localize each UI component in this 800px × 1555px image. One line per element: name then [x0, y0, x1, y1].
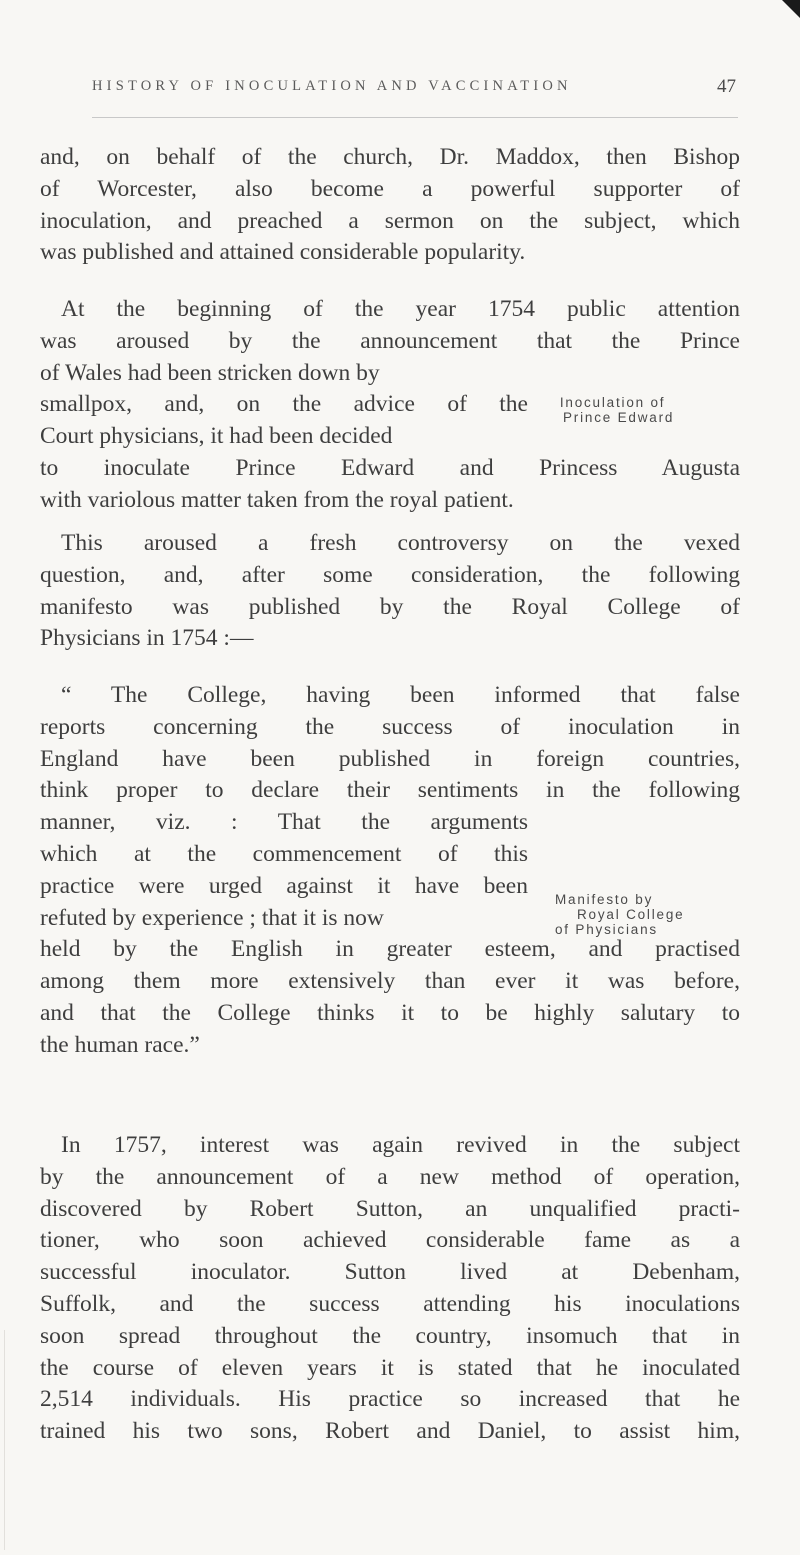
- margin-note-manifesto: [553, 892, 684, 937]
- text-line: tioner, who soon achieved considerable fame as a: [40, 1227, 740, 1254]
- text-line: the human race.”: [40, 1031, 200, 1058]
- margin-note-line: Inoculation of: [559, 395, 666, 410]
- paragraph-5: [40, 1130, 740, 1448]
- margin-note-line: Royal College: [577, 907, 685, 922]
- text-line: trained his two sons, Robert and Daniel, to assist him,: [40, 1418, 740, 1445]
- text-line: the course of eleven years it is stated that he inoculated: [40, 1354, 740, 1381]
- paragraph-4-quotation: [40, 680, 740, 1062]
- text-line: Court physicians, it had been decided: [40, 423, 393, 450]
- paragraph-3: [40, 528, 740, 655]
- text-line: think proper to declare their sentiments in the following: [40, 777, 740, 804]
- text-line: smallpox, and, on the advice of the: [40, 391, 528, 418]
- margin-note-line: of Physicians: [555, 922, 658, 937]
- text-line: and, on behalf of the church, Dr. Maddox, then Bishop: [40, 144, 740, 170]
- text-line: among them more extensively than ever it was before,: [40, 968, 740, 995]
- text-line: by the announcement of a new method of operation,: [40, 1163, 740, 1190]
- text-line: Physicians in 1754 :—: [40, 625, 254, 652]
- margin-note-prince-edward: [551, 395, 674, 425]
- text-line: discovered by Robert Sutton, an unqualified practi-: [40, 1195, 740, 1222]
- text-line: of Wales had been stricken down by: [40, 359, 380, 386]
- margin-note-line: Manifesto by: [555, 892, 654, 907]
- paragraph-1: [40, 142, 740, 269]
- running-title: HISTORY OF INOCULATION AND VACCINATION: [92, 78, 572, 94]
- margin-note-line: Prince Edward: [563, 410, 675, 425]
- text-line: This aroused a fresh controversy on the vexed: [61, 530, 740, 556]
- text-line: of Worcester, also become a powerful supporter of: [40, 175, 740, 202]
- text-line: successful inoculator. Sutton lived at Debenham,: [40, 1259, 740, 1286]
- text-line: was published and attained considerable popularity.: [40, 239, 526, 266]
- page-corner-fold: [782, 0, 800, 18]
- text-line: reports concerning the success of inoculation in: [40, 713, 740, 740]
- text-line: was aroused by the announcement that the Prince: [40, 327, 740, 354]
- text-line: to inoculate Prince Edward and Princess Augusta: [40, 454, 740, 481]
- text-line: practice were urged against it have been: [40, 872, 528, 899]
- text-line: and that the College thinks it to be highly salutary to: [40, 999, 740, 1026]
- running-head: [92, 78, 740, 102]
- page-edge-shadow: [4, 1330, 5, 1550]
- text-line: held by the English in greater esteem, and practised: [40, 936, 740, 963]
- text-line: refuted by experience ; that it is now: [40, 904, 384, 931]
- text-line: “ The College, having been informed that false: [61, 682, 740, 708]
- text-line: Suffolk, and the success attending his inoculations: [40, 1290, 740, 1317]
- text-line: In 1757, interest was again revived in the subject: [61, 1132, 740, 1158]
- text-line: manner, viz. : That the arguments: [40, 809, 528, 836]
- text-line: question, and, after some consideration, the following: [40, 561, 740, 588]
- header-rule: [92, 117, 738, 118]
- text-line: soon spread throughout the country, insomuch that in: [40, 1322, 740, 1349]
- text-line: with variolous matter taken from the royal patient.: [40, 486, 514, 513]
- text-line: 2,514 individuals. His practice so increased that he: [40, 1386, 740, 1413]
- text-line: inoculation, and preached a sermon on the subject, which: [40, 207, 740, 234]
- text-line: which at the commencement of this: [40, 840, 528, 867]
- text-line: At the beginning of the year 1754 public attention: [61, 296, 740, 322]
- text-line: manifesto was published by the Royal College of: [40, 593, 740, 620]
- text-line: England have been published in foreign countries,: [40, 745, 740, 772]
- page-number: 47: [717, 76, 736, 97]
